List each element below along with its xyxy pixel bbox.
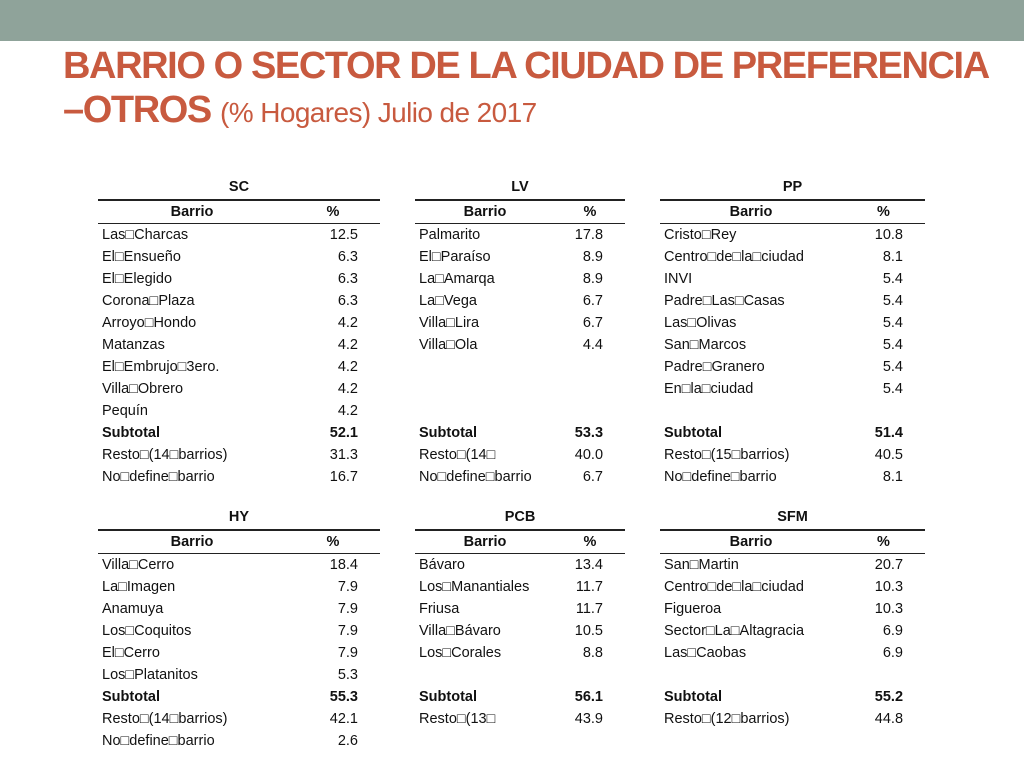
table-row — [98, 620, 380, 642]
subtotal-row — [98, 686, 380, 708]
table-code: PP — [660, 175, 925, 200]
table-hy — [98, 505, 380, 752]
column-header-barrio: Barrio — [415, 530, 555, 554]
resto-label: Resto□(14□barrios) — [102, 711, 228, 727]
table-row — [415, 642, 625, 664]
barrio-percent: 11.7 — [575, 601, 603, 617]
barrio-percent: 8.9 — [582, 249, 604, 265]
table-row — [660, 378, 925, 400]
subtotal-value: 55.2 — [874, 689, 904, 705]
subtotal-row — [660, 686, 925, 708]
barrio-percent: 10.3 — [874, 579, 904, 595]
column-header-percent: % — [842, 200, 925, 224]
table-row — [415, 576, 625, 598]
barrio-name: Centro□de□la□ciudad — [664, 579, 804, 595]
barrio-percent: 5.4 — [882, 293, 903, 309]
resto-label: Resto□(15□barrios) — [664, 447, 790, 463]
barrio-percent: 4.2 — [337, 381, 358, 397]
slide-title — [63, 44, 1003, 135]
barrio-percent: 12.5 — [329, 227, 358, 243]
barrio-percent: 5.4 — [882, 315, 903, 331]
barrio-percent: 7.9 — [337, 645, 358, 661]
resto-row — [660, 444, 925, 466]
barrio-name: Matanzas — [102, 337, 165, 353]
resto-row — [415, 708, 625, 730]
subtotal-label: Subtotal — [102, 425, 160, 441]
resto-row — [660, 708, 925, 730]
table-row — [660, 268, 925, 290]
empty-row — [415, 378, 625, 400]
table-row — [98, 224, 380, 247]
subtotal-row — [660, 422, 925, 444]
table-row — [98, 554, 380, 577]
barrio-name: Las□Charcas — [102, 227, 189, 243]
barrio-percent: 10.8 — [874, 227, 903, 243]
table-row — [98, 268, 380, 290]
barrio-name: Arroyo□Hondo — [102, 315, 197, 331]
barrio-percent: 13.4 — [574, 557, 603, 573]
barrio-percent: 10.3 — [874, 601, 904, 617]
barrio-percent: 4.2 — [337, 359, 358, 375]
column-header-barrio: Barrio — [660, 530, 842, 554]
table-row — [660, 642, 925, 664]
barrio-name: San□Marcos — [664, 337, 747, 353]
column-header-barrio: Barrio — [415, 200, 555, 224]
barrio-name: Centro□de□la□ciudad — [664, 249, 804, 265]
barrio-name: Los□Platanitos — [102, 667, 198, 683]
subtotal-value: 53.3 — [574, 425, 604, 441]
no-define-value: 8.1 — [882, 469, 903, 485]
resto-value: 31.3 — [329, 447, 358, 463]
barrio-name: Sector□La□Altagracia — [664, 623, 805, 639]
barrio-name: Villa□Cerro — [102, 557, 175, 573]
barrio-percent: 20.7 — [874, 557, 904, 573]
table-row — [98, 642, 380, 664]
barrio-percent: 7.9 — [337, 601, 358, 617]
column-header-percent: % — [842, 530, 925, 554]
barrio-name: La□Imagen — [102, 579, 176, 595]
barrio-name: Anamuya — [102, 601, 164, 617]
table-row — [98, 290, 380, 312]
resto-row — [98, 708, 380, 730]
subtotal-label: Subtotal — [102, 689, 160, 705]
table-row — [98, 400, 380, 422]
no-define-value: 16.7 — [329, 469, 358, 485]
top-banner — [0, 0, 1024, 41]
table-row — [98, 334, 380, 356]
empty-row — [415, 664, 625, 686]
resto-label: Resto□(12□barrios) — [664, 711, 790, 727]
barrio-name: San□Martin — [664, 557, 739, 573]
column-header-percent: % — [286, 200, 380, 224]
table-row — [98, 356, 380, 378]
barrio-percent: 8.9 — [582, 271, 604, 287]
barrio-name: Figueroa — [664, 601, 722, 617]
barrio-name: Cristo□Rey — [664, 227, 737, 243]
barrio-name: El□Paraíso — [419, 249, 491, 265]
barrio-name: Villa□Lira — [419, 315, 480, 331]
table-row — [98, 598, 380, 620]
barrio-percent: 4.2 — [337, 403, 358, 419]
barrio-percent: 5.3 — [337, 667, 358, 683]
barrio-percent: 6.3 — [337, 249, 358, 265]
barrio-name: Corona□Plaza — [102, 293, 195, 309]
slide-title-subtitle: (% Hogares) Julio de 2017 — [220, 97, 537, 128]
barrio-percent: 6.9 — [882, 623, 904, 639]
barrio-name: Los□Coquitos — [102, 623, 192, 639]
resto-value: 43.9 — [574, 711, 603, 727]
barrio-name: Las□Olivas — [664, 315, 737, 331]
barrio-percent: 5.4 — [882, 271, 903, 287]
table-row — [660, 312, 925, 334]
barrio-name: Villa□Ola — [419, 337, 478, 353]
no-define-label: No□define□barrio — [664, 469, 777, 485]
table-sfm — [660, 505, 925, 730]
table-row — [415, 224, 625, 247]
subtotal-value: 56.1 — [574, 689, 603, 705]
table-row — [415, 290, 625, 312]
no-define-row — [660, 466, 925, 488]
resto-label: Resto□(13□ — [419, 711, 496, 727]
table-pp — [660, 175, 925, 488]
resto-value: 40.0 — [574, 447, 604, 463]
table-row — [660, 290, 925, 312]
table-row — [415, 268, 625, 290]
table-row — [98, 378, 380, 400]
table-sc — [98, 175, 380, 488]
empty-row — [415, 400, 625, 422]
barrio-percent: 17.8 — [574, 227, 604, 243]
table-row — [660, 224, 925, 247]
barrio-percent: 6.3 — [337, 271, 358, 287]
barrio-name: Las□Caobas — [664, 645, 747, 661]
table-code: SFM — [660, 505, 925, 530]
subtotal-row — [415, 686, 625, 708]
table-row — [660, 356, 925, 378]
resto-row — [98, 444, 380, 466]
table-row — [415, 246, 625, 268]
barrio-name: La□Amarqa — [419, 271, 495, 287]
column-header-barrio: Barrio — [98, 200, 286, 224]
barrio-name: Bávaro — [419, 557, 465, 573]
table-code: SC — [98, 175, 380, 200]
table-row — [415, 312, 625, 334]
column-header-barrio: Barrio — [98, 530, 286, 554]
empty-row — [660, 664, 925, 686]
barrio-percent: 6.7 — [582, 293, 604, 309]
resto-value: 44.8 — [874, 711, 904, 727]
barrio-percent: 8.1 — [882, 249, 903, 265]
barrio-name: El□Embrujo□3ero. — [102, 359, 220, 375]
subtotal-label: Subtotal — [664, 425, 722, 441]
empty-row — [415, 356, 625, 378]
column-header-percent: % — [555, 530, 625, 554]
subtotal-label: Subtotal — [664, 689, 722, 705]
resto-value: 40.5 — [874, 447, 903, 463]
subtotal-value: 52.1 — [329, 425, 358, 441]
barrio-percent: 4.2 — [337, 315, 358, 331]
barrio-name: Villa□Obrero — [102, 381, 184, 397]
barrio-percent: 10.5 — [574, 623, 603, 639]
table-row — [660, 554, 925, 577]
barrio-name: El□Elegido — [102, 271, 173, 287]
subtotal-label: Subtotal — [419, 689, 477, 705]
barrio-percent: 4.2 — [337, 337, 358, 353]
table-row — [660, 334, 925, 356]
table-row — [98, 576, 380, 598]
barrio-percent: 7.9 — [337, 579, 358, 595]
barrio-name: El□Ensueño — [102, 249, 181, 265]
slide-title-main: BARRIO O SECTOR DE LA CIUDAD DE PREFERENCIA –OTROS — [63, 45, 988, 131]
resto-value: 42.1 — [329, 711, 358, 727]
barrio-name: En□la□ciudad — [664, 381, 754, 397]
table-code: PCB — [415, 505, 625, 530]
resto-label: Resto□(14□barrios) — [102, 447, 228, 463]
table-row — [660, 576, 925, 598]
barrio-name: Padre□Las□Casas — [664, 293, 785, 309]
barrio-percent: 4.4 — [582, 337, 604, 353]
table-row — [660, 620, 925, 642]
table-row — [660, 246, 925, 268]
subtotal-row — [98, 422, 380, 444]
table-row — [415, 554, 625, 577]
barrio-name: Los□Corales — [419, 645, 502, 661]
subtotal-row — [415, 422, 625, 444]
resto-label: Resto□(14□ — [419, 447, 496, 463]
resto-row — [415, 444, 625, 466]
subtotal-value: 51.4 — [874, 425, 903, 441]
barrio-percent: 5.4 — [882, 359, 903, 375]
no-define-row — [415, 466, 625, 488]
table-code: HY — [98, 505, 380, 530]
table-row — [415, 598, 625, 620]
table-row — [98, 312, 380, 334]
barrio-name: La□Vega — [419, 293, 477, 309]
table-row — [415, 334, 625, 356]
barrio-name: INVI — [664, 271, 693, 287]
no-define-value: 2.6 — [337, 733, 358, 749]
barrio-percent: 6.7 — [582, 315, 604, 331]
table-row — [660, 598, 925, 620]
empty-row — [660, 400, 925, 422]
barrio-percent: 5.4 — [882, 337, 903, 353]
table-lv — [415, 175, 625, 488]
barrio-percent: 11.7 — [575, 579, 603, 595]
no-define-label: No□define□barrio — [102, 469, 215, 485]
barrio-percent: 6.3 — [337, 293, 358, 309]
no-define-label: No□define□barrio — [102, 733, 215, 749]
column-header-percent: % — [555, 200, 625, 224]
barrio-percent: 7.9 — [337, 623, 358, 639]
subtotal-value: 55.3 — [329, 689, 358, 705]
barrio-name: Padre□Granero — [664, 359, 765, 375]
no-define-value: 6.7 — [582, 469, 604, 485]
table-row — [98, 246, 380, 268]
table-code: LV — [415, 175, 625, 200]
barrio-name: Pequín — [102, 403, 148, 419]
table-pcb — [415, 505, 625, 730]
barrio-percent: 5.4 — [882, 381, 903, 397]
barrio-name: Los□Manantiales — [419, 579, 530, 595]
no-define-label: No□define□barrio — [419, 469, 532, 485]
barrio-percent: 8.8 — [582, 645, 603, 661]
no-define-row — [98, 730, 380, 752]
column-header-percent: % — [286, 530, 380, 554]
subtotal-label: Subtotal — [419, 425, 477, 441]
barrio-name: El□Cerro — [102, 645, 160, 661]
barrio-percent: 6.9 — [882, 645, 904, 661]
table-row — [98, 664, 380, 686]
table-row — [415, 620, 625, 642]
barrio-name: Palmarito — [419, 227, 481, 243]
barrio-name: Friusa — [419, 601, 460, 617]
barrio-name: Villa□Bávaro — [419, 623, 501, 639]
no-define-row — [98, 466, 380, 488]
column-header-barrio: Barrio — [660, 200, 842, 224]
barrio-percent: 18.4 — [329, 557, 358, 573]
